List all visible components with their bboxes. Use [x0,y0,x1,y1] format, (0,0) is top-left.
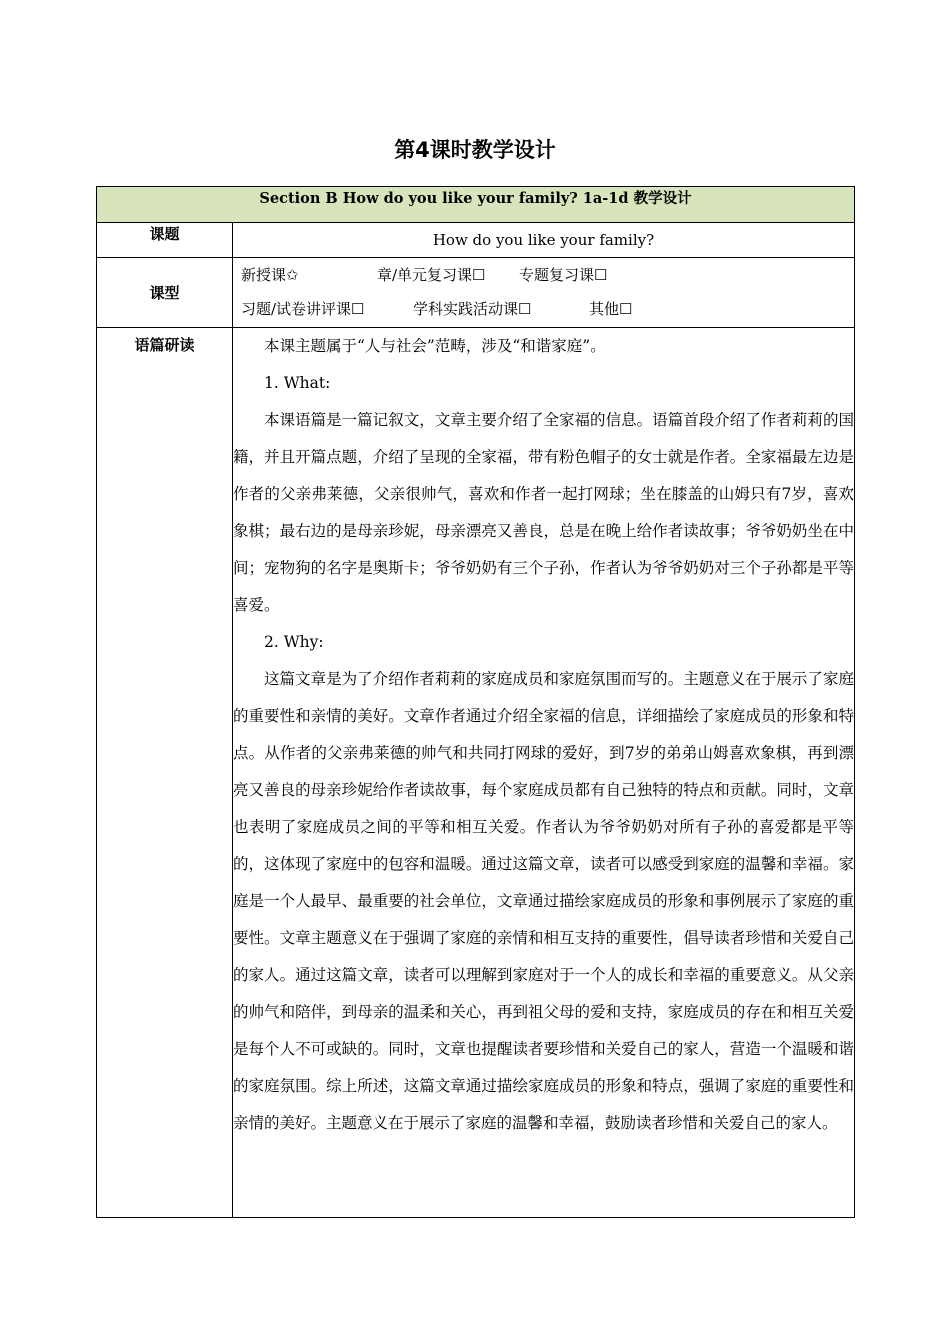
lesson-type-line-2 [233,292,854,326]
paragraph-why-body: 这篇文章是为了介绍作者莉莉的家庭成员和家庭氛围而写的。主题意义在于展示了家庭的重要性和亲情的美好。文章作者通过介绍全家福的信息，详细描绘了家庭成员的形象和特点。从作者的父亲弗莱德的帅气和共同打网球的爱好，到7岁的弟弟山姆喜欢象棋，再到漂亮又善良的母亲珍妮给作者读故事，每个家庭成员都有自己独特的特点和贡献。同时，文章也表明了家庭成员之间的平等和相互关爱。作者认为爷爷奶奶对所有子孙的喜爱都是平等的，这体现了家庭中的包容和温暖。通过这篇文章，读者可以感受到家庭的温馨和幸福。家庭是一个人最早、最重要的社会单位，文章通过描绘家庭成员的形象和事例展示了家庭的重要性。文章主题意义在于强调了家庭的亲情和相互支持的重要性，倡导读者珍惜和关爱自己的家人。通过这篇文章，读者可以理解到家庭对于一个人的成长和幸福的重要意义。从父亲的帅气和陪伴，到母亲的温柔和关心，再到祖父母的爱和支持，家庭成员的存在和相互关爱是每个人不可或缺的。同时，文章也提醒读者要珍惜和关爱自己的家人，营造一个温暖和谐的家庭氛围。综上所述，这篇文章通过描绘家庭成员的形象和特点，强调了家庭的重要性和亲情的美好。主题意义在于展示了家庭的温馨和幸福，鼓励读者珍惜和关爱自己的家人。 [233,670,854,1132]
type-option-new: 新授课✩ [241,266,299,284]
paragraph-theme: 本课主题属于“人与社会”范畴，涉及“和谐家庭”。 [264,337,606,355]
type-option-practice-activity: 学科实践活动课☐ [413,300,532,318]
topic-row [97,223,855,258]
lesson-design-table [96,186,855,1218]
document-title: 第4课时教学设计 [394,138,556,162]
paragraph-what-heading: 1. What: [264,374,331,392]
lesson-type-line-1 [233,258,854,292]
type-option-exercise-review: 习题/试卷讲评课☐ [241,300,365,318]
type-option-other: 其他☐ [589,300,633,318]
topic-value: How do you like your family? [233,223,855,258]
topic-label: 课题 [97,223,233,258]
lesson-type-options [233,258,855,328]
text-analysis-row [97,328,855,1218]
text-analysis-content [233,328,855,1218]
type-option-unit-review: 章/单元复习课☐ [377,266,486,284]
text-analysis-label: 语篇研读 [97,328,233,1218]
table-header-row [97,187,855,223]
table-header: Section B How do you like your family? 1a-1d 教学设计 [97,187,855,223]
lesson-type-row [97,258,855,328]
lesson-type-label: 课型 [97,258,233,328]
type-option-topic-review: 专题复习课☐ [519,266,608,284]
paragraph-what-body: 本课语篇是一篇记叙文，文章主要介绍了全家福的信息。语篇首段介绍了作者莉莉的国籍，并且开篇点题，介绍了呈现的全家福，带有粉色帽子的女士就是作者。全家福最左边是作者的父亲弗莱德，父亲很帅气，喜欢和作者一起打网球；坐在膝盖的山姆只有7岁，喜欢象棋；最右边的是母亲珍妮，母亲漂亮又善良，总是在晚上给作者读故事；爷爷奶奶坐在中间；宠物狗的名字是奥斯卡；爷爷奶奶有三个子孙，作者认为爷爷奶奶对三个子孙都是平等喜爱。 [233,411,854,614]
paragraph-why-heading: 2. Why: [264,633,324,651]
